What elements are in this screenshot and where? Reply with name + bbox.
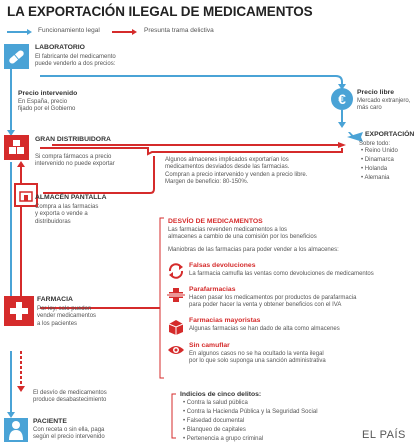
brand-logo: EL PAÍS: [362, 429, 406, 441]
parafarmacia-icon: [166, 286, 186, 304]
precio-intervenido-text-line-2: fijado por el Gobierno: [18, 106, 76, 113]
euro-icon: €: [331, 88, 353, 110]
maniobra-4-title: Sin camuflar: [189, 342, 230, 349]
paciente-heading: PACIENTE: [33, 418, 67, 425]
desabastecimiento-text-line-2: produce desabastecimiento: [33, 397, 107, 404]
gran-distribuidora-text-line-1: Si compra fármacos a precio: [35, 154, 112, 160]
almacen-pantalla-text: [35, 204, 155, 226]
list-item: • Holanda: [361, 165, 398, 174]
lab-to-precio-libre-line: [40, 76, 342, 86]
gran-distribuidora-icon-box: [4, 135, 29, 160]
precio-libre-to-exportacion-arrowhead: [338, 122, 346, 128]
maniobra-2-text: [189, 295, 409, 310]
farmacia-text: [37, 306, 117, 328]
laboratorio-heading: LABORATORIO: [35, 44, 85, 51]
gran-distribuidora-text: [35, 154, 150, 169]
laboratorio-text: [35, 54, 165, 69]
paciente-text-line-1: Con receta o sin ella, paga: [33, 427, 105, 433]
paciente-icon-box: [4, 418, 28, 442]
unmasked-icon: [166, 341, 186, 359]
almacen-pantalla-heading: ALMACÉN PANTALLA: [35, 194, 107, 201]
almacenes-export-note: [165, 157, 345, 186]
boxes-icon: [4, 135, 29, 160]
precio-intervenido-text-line-1: En España, precio: [18, 99, 68, 105]
gran-distribuidora-text-line-2: intervenido no puede exportar: [35, 161, 115, 168]
almacen-to-distribuidora-arrowhead: [17, 161, 25, 167]
maniobra-2-title: Parafarmacias: [189, 286, 236, 293]
farmacia-text-line-3: a los pacientes: [37, 320, 78, 327]
legend-legal-label: Funcionamiento legal: [38, 27, 100, 34]
maniobra-1-text-line-1: La farmacia camufla las ventas como devoluciones de medicamentos: [189, 271, 374, 277]
almacen-pantalla-text-line-2: y exporta o vende a: [35, 211, 88, 218]
maniobra-2-text-line-2: para poder hacer la venta y obtener beneficios con el IVA: [189, 302, 342, 309]
list-item: • Blanqueo de capitales: [183, 426, 318, 435]
refresh-icon: [166, 262, 186, 280]
indicios-list: [183, 399, 318, 444]
desvio-text-line-1: Las farmacias revenden medicamentos a los: [168, 227, 288, 233]
paciente-text: [33, 427, 153, 442]
desvio-text: [168, 227, 398, 242]
maniobra-1-text: [189, 271, 409, 278]
list-item: • Pertenencia a grupo criminal: [183, 435, 318, 444]
legend-illegal-label: Presunta trama delictiva: [144, 27, 214, 34]
almacenes-note-line-2: medicamentos desviados desde las farmacias.: [165, 164, 290, 171]
laboratorio-text-line-2: puede venderlo a dos precios:: [35, 61, 116, 68]
desabastecimiento-arrowhead: [17, 386, 25, 392]
precio-libre-text: [357, 98, 414, 113]
almacenes-note-line-4: Margen de beneficio: 80-150%.: [165, 178, 249, 185]
list-item: • Falsedad documental: [183, 417, 318, 426]
precio-intervenido-heading: Precio intervenido: [18, 90, 78, 97]
paciente-text-line-2: según el precio intervenido: [33, 434, 105, 441]
almacenes-note-line-1: Algunos almacenes implicados exportarían los: [165, 157, 289, 163]
indicios-bracket: [172, 394, 176, 438]
precio-libre-heading: Precio libre: [357, 89, 395, 96]
exportacion-intro: Sobre todo:: [359, 141, 391, 147]
maniobra-4-text-line-2: por lo que solo suponga una sanción administrativa: [189, 358, 326, 365]
farmacia-heading: FARMACIA: [37, 296, 73, 303]
almacen-pantalla-text-line-3: distribuidoras: [35, 218, 71, 225]
page-title: LA EXPORTACIÓN ILEGAL DE MEDICAMENTOS: [7, 4, 313, 19]
list-item: • Dinamarca: [361, 156, 398, 165]
maniobra-3-title: Farmacias mayoristas: [189, 317, 261, 324]
patient-icon: [4, 418, 28, 442]
desvio-bracket: [160, 218, 164, 378]
maniobra-4-text-line-1: En algunos casos no se ha ocultado la venta ilegal: [189, 351, 324, 357]
exportacion-country-list: [361, 147, 398, 183]
precio-intervenido-text: [18, 99, 118, 114]
maniobras-intro: Maniobras de las farmacias para poder vender a los almacenes:: [168, 247, 339, 253]
desabastecimiento-note: [33, 390, 143, 405]
desvio-text-line-2: almacenes a cambio de una comisión por los beneficios: [168, 234, 317, 241]
farmacia-icon-box: [4, 296, 34, 326]
gran-distribuidora-heading: GRAN DISTRIBUIDORA: [35, 136, 111, 143]
maniobra-3-text-line-1: Algunas farmacias se han dado de alta como almacenes: [189, 326, 340, 332]
laboratorio-icon-box: [4, 44, 29, 69]
maniobra-4-text: [189, 351, 409, 366]
pill-icon: [4, 44, 29, 69]
precio-libre-text-line-1: Mercado extranjero,: [357, 98, 411, 104]
list-item: • Reino Unido: [361, 147, 398, 156]
indicios-heading: Indicios de cinco delitos:: [180, 391, 262, 398]
farmacia-text-line-1: Por ley, solo pueden: [37, 306, 92, 312]
precio-libre-text-line-2: más caro: [357, 105, 382, 112]
wholesale-boxes-icon: [166, 317, 186, 335]
list-item: • Contra la Hacienda Pública y la Seguridad Social: [183, 408, 318, 417]
maniobra-1-title: Falsas devoluciones: [189, 262, 256, 269]
farmacia-text-line-2: vender medicamentos: [37, 313, 97, 320]
pharmacy-cross-icon: [4, 296, 34, 326]
maniobra-2-text-line-1: Hacen pasar los medicamentos por productos de parafarmacia: [189, 295, 357, 301]
laboratorio-text-line-1: El fabricante del medicamento: [35, 54, 116, 60]
almacen-pantalla-text-line-1: Compra a las farmacias: [35, 204, 99, 210]
desvio-heading: DESVÍO DE MEDICAMENTOS: [168, 218, 263, 225]
warehouse-icon: [16, 185, 36, 205]
desabastecimiento-text-line-1: El desvío de medicamentos: [33, 390, 107, 396]
list-item: • Contra la salud pública: [183, 399, 318, 408]
almacenes-note-line-3: Compran a precio intervenido y venden a precio libre.: [165, 171, 308, 178]
distribuidora-to-exportacion-arrowhead: [338, 142, 346, 148]
maniobra-3-text: [189, 326, 409, 333]
list-item: • Alemania: [361, 174, 398, 183]
exportacion-heading: EXPORTACIÓN: [365, 131, 414, 138]
